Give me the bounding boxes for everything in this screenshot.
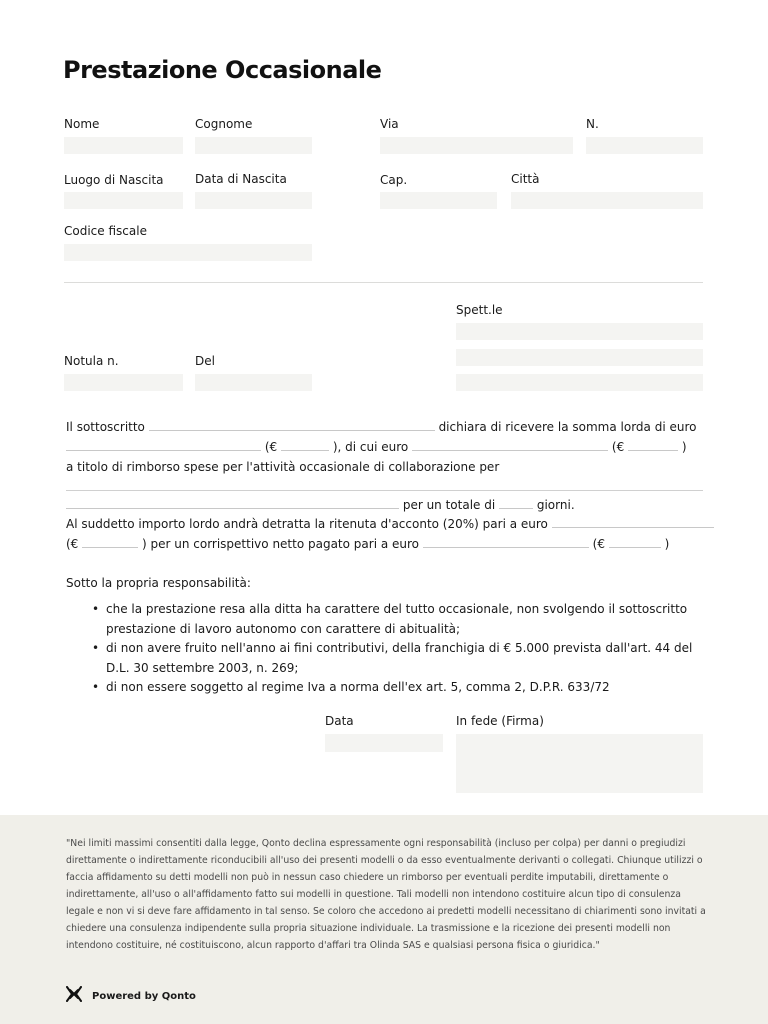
page-title: Prestazione Occasionale (63, 56, 382, 84)
citta-label: Città (511, 172, 540, 186)
cap-label: Cap. (380, 173, 408, 187)
declaration-line-2 (66, 440, 687, 454)
numero-field[interactable] (586, 137, 703, 154)
del-field[interactable] (195, 374, 312, 391)
qonto-logo-icon (66, 986, 82, 1006)
declaration-line-4 (66, 498, 575, 512)
luogo-nascita-label: Luogo di Nascita (64, 173, 164, 187)
citta-field[interactable] (511, 192, 703, 209)
data-label: Data (325, 714, 354, 728)
ritenuta-cifre-blank[interactable] (82, 537, 138, 548)
notula-field[interactable] (64, 374, 183, 391)
totale-text: per un totale di (402, 498, 496, 512)
cap-field[interactable] (380, 192, 497, 209)
somma-cifre-blank[interactable] (281, 440, 329, 451)
firma-label: In fede (Firma) (456, 714, 544, 728)
footer (0, 815, 768, 1024)
ritenuta-text: Al suddetto importo lordo andrà detratta la ritenuta d'acconto (20%) pari a euro (66, 517, 548, 531)
spettle-label: Spett.le (456, 303, 503, 317)
codice-fiscale-field[interactable] (64, 244, 312, 261)
firma-field[interactable] (456, 734, 703, 793)
sottoscritto-blank[interactable] (149, 420, 435, 431)
spettle-field-2[interactable] (456, 349, 703, 366)
giorni-blank[interactable] (499, 498, 533, 509)
via-label: Via (380, 117, 399, 131)
somma-lettere-blank[interactable] (66, 440, 261, 451)
luogo-nascita-field[interactable] (64, 192, 183, 209)
nome-label: Nome (64, 117, 100, 131)
legal-disclaimer: "Nei limiti massimi consentiti dalla legge, Qonto declina espressamente ogni responsabilità (incluso per colpa) per danni o pregiudizi direttamente o indirettamente riconducibili all'uso dei presenti modelli o da esso eventualmente derivanti o collegati. Chiunque utilizzi o faccia affidamento su detti modelli non può in nessun caso chiedere un rimborso per eventuali perdite imputabili, direttamente o indirettamente, all'uso o all'affidamento fatto sui modelli in questione. Tali modelli non intendono costituire alcun tipo di consulenza legale e non vi si deve fare affidamento in tal senso. Se coloro che accedono ai predetti modelli necessitano di chiarimenti sono invitati a chiedere una consulenza indipendente sulla propria situazione individuale. La trasmissione e la ricezione dei presenti modelli non intendono costituire, né costituiscono, alcun rapporto d'affari tra Olinda SAS e qualsiasi persona fisica o giuridica." (66, 838, 706, 951)
attivita-line[interactable] (66, 490, 703, 491)
data-nascita-label: Data di Nascita (195, 172, 287, 186)
codice-fiscale-label: Codice fiscale (64, 224, 147, 238)
del-label: Del (195, 354, 215, 368)
netto-cifre-blank[interactable] (609, 537, 661, 548)
somma-lorda-text: dichiara di ricevere la somma lorda di euro (438, 420, 697, 434)
giorni-text: giorni. (536, 498, 575, 512)
nome-field[interactable] (64, 137, 183, 154)
euro-close-4: ) (664, 537, 670, 551)
responsabilita-heading: Sotto la propria responsabilità: (66, 576, 251, 590)
rimborso-text: a titolo di rimborso spese per l'attività occasionale di collaborazione per (66, 460, 500, 474)
list-item: • che la prestazione resa alla ditta ha carattere del tutto occasionale, non svolgendo il sottoscritto prestazione di lavoro autonomo con carattere di abitualità; (92, 600, 708, 639)
euro-open-4: (€ (592, 537, 605, 551)
euro-open-2: (€ (611, 440, 625, 454)
euro-close-2: ) (681, 440, 687, 454)
di-cui-euro-text: ), di cui euro (332, 440, 409, 454)
netto-text: ) per un corrispettivo netto pagato pari a euro (141, 537, 420, 551)
list-item: • di non essere soggetto al regime Iva a norma dell'ex art. 5, comma 2, D.P.R. 633/72 (92, 678, 708, 698)
sottoscritto-text: Il sottoscritto (66, 420, 145, 434)
euro-open-1: (€ (264, 440, 278, 454)
declaration-line-6 (66, 537, 669, 551)
list-item: • di non avere fruito nell'anno ai fini contributivi, della franchigia di € 5.000 prevista dall'art. 44 del D.L. 30 settembre 2003, n. 269; (92, 639, 708, 678)
declaration-line-1 (66, 420, 696, 434)
euro-open-3: (€ (66, 537, 79, 551)
ritenuta-blank[interactable] (552, 517, 714, 528)
cognome-field[interactable] (195, 137, 312, 154)
spettle-field-3[interactable] (456, 374, 703, 391)
brand (66, 986, 196, 1006)
netto-lettere-blank[interactable] (423, 537, 589, 548)
numero-label: N. (586, 117, 599, 131)
section-divider (64, 282, 703, 283)
attivita-blank-2[interactable] (66, 498, 399, 509)
data-field[interactable] (325, 734, 443, 752)
declaration-line-5 (66, 517, 714, 531)
powered-by-text: Powered by Qonto (92, 990, 196, 1002)
data-nascita-field[interactable] (195, 192, 312, 209)
spettle-field-1[interactable] (456, 323, 703, 340)
notula-label: Notula n. (64, 354, 119, 368)
via-field[interactable] (380, 137, 573, 154)
cognome-label: Cognome (195, 117, 253, 131)
di-cui-cifre-blank[interactable] (628, 440, 678, 451)
di-cui-lettere-blank[interactable] (412, 440, 608, 451)
responsabilita-list (92, 600, 708, 698)
